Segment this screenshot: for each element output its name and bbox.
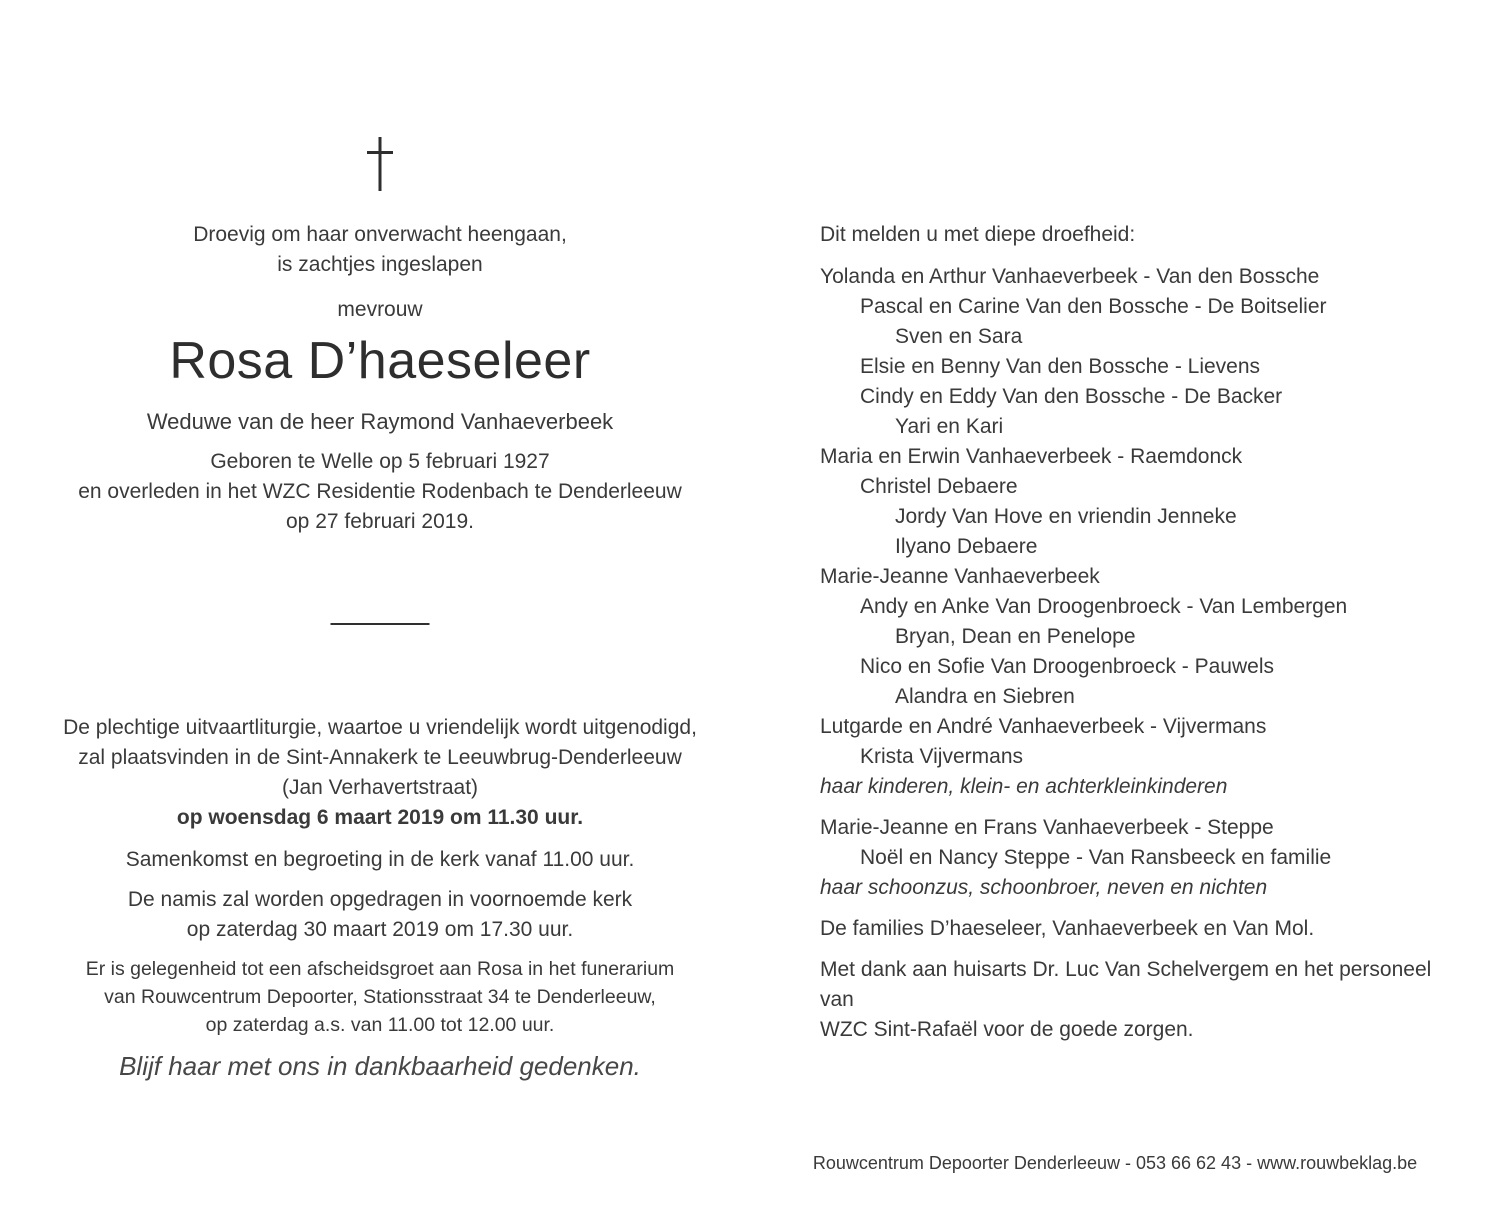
birth-death-text [60, 447, 700, 537]
memorial-line: op zaterdag 30 maart 2019 om 17.30 uur. [186, 918, 574, 941]
latin-cross-icon [367, 137, 393, 191]
family-member-line: Alandra en Siebren [895, 685, 1075, 708]
family-member-line: Elsie en Benny Van den Bossche - Lievens [860, 355, 1261, 378]
widow-line: Weduwe van de heer Raymond Vanhaeverbeek [146, 409, 614, 434]
family-member-line: Bryan, Dean en Penelope [895, 625, 1136, 648]
family-member-line: Marie-Jeanne Vanhaeverbeek [820, 565, 1100, 588]
left-column [60, 0, 700, 1214]
liturgy-line: De plechtige uitvaartliturgie, waartoe u vriendelijk wordt uitgenodigd, [63, 716, 697, 739]
family-member-line: Sven en Sara [895, 325, 1023, 348]
liturgy-line: (Jan Verhavertstraat) [281, 776, 479, 799]
gathering-line: Samenkomst en begroeting in de kerk vanaf 11.00 uur. [125, 848, 635, 871]
relation-caption-children: haar kinderen, klein- en achterkleinkinderen [820, 775, 1228, 798]
family-member-line: Yolanda en Arthur Vanhaeverbeek - Van den Bossche [820, 265, 1320, 288]
farewell-line: van Rouwcentrum Depoorter, Stationsstraat 34 te Denderleeuw, [104, 986, 656, 1008]
intro-text [60, 220, 700, 280]
deceased-name: Rosa D’haeseleer [169, 332, 591, 390]
family-member-line: Nico en Sofie Van Droogenbroeck - Pauwels [860, 655, 1275, 678]
memorial-text [60, 885, 700, 945]
closing-quote: Blijf haar met ons in dankbaarheid gedenken. [119, 1051, 641, 1081]
family-member-line: Cindy en Eddy Van den Bossche - De Backer [860, 385, 1283, 408]
footer-contact: Rouwcentrum Depoorter Denderleeuw - 053 66 62 43 - www.rouwbeklag.be [812, 1153, 1418, 1173]
family-member-line: Noël en Nancy Steppe - Van Ransbeeck en familie [860, 846, 1332, 869]
farewell-line: op zaterdag a.s. van 11.00 tot 12.00 uur. [205, 1014, 555, 1036]
memorial-line: De namis zal worden opgedragen in voornoemde kerk [127, 888, 633, 911]
relation-caption-inlaws: haar schoonzus, schoonbroer, neven en nichten [820, 876, 1268, 899]
family-member-line: Lutgarde en André Vanhaeverbeek - Vijvermans [820, 715, 1267, 738]
families-line: De families D’haeseleer, Vanhaeverbeek en Van Mol. [820, 917, 1315, 940]
thanks-line: WZC Sint-Rafaël voor de goede zorgen. [820, 1018, 1194, 1041]
thanks-text [820, 955, 1443, 1045]
family-member-line: Yari en Kari [895, 415, 1004, 438]
liturgy-line: zal plaatsvinden in de Sint-Annakerk te Leeuwbrug-Denderleeuw [78, 746, 682, 769]
family-member-line: Maria en Erwin Vanhaeverbeek - Raemdonck [820, 445, 1243, 468]
birth-death-line: en overleden in het WZC Residentie Rodenbach te Denderleeuw [78, 480, 682, 503]
intro-line: Droevig om haar onverwacht heengaan, [193, 223, 567, 246]
announcement-heading: Dit melden u met diepe droefheid: [820, 223, 1136, 246]
family-member-line: Christel Debaere [860, 475, 1018, 498]
family-member-line: Marie-Jeanne en Frans Vanhaeverbeek - Steppe [820, 816, 1274, 839]
birth-death-line: op 27 februari 2019. [286, 510, 474, 533]
intro-line: is zachtjes ingeslapen [277, 253, 483, 276]
family-member-line: Pascal en Carine Van den Bossche - De Boitselier [860, 295, 1327, 318]
salutation: mevrouw [337, 298, 423, 321]
family-member-line: Krista Vijvermans [860, 745, 1023, 768]
family-member-line: Ilyano Debaere [895, 535, 1038, 558]
farewell-line: Er is gelegenheid tot een afscheidsgroet aan Rosa in het funerarium [85, 958, 675, 980]
section-divider [331, 623, 430, 625]
birth-death-line: Geboren te Welle op 5 februari 1927 [210, 450, 550, 473]
family-member-line: Jordy Van Hove en vriendin Jenneke [895, 505, 1237, 528]
family-member-line: Andy en Anke Van Droogenbroeck - Van Lembergen [860, 595, 1348, 618]
liturgy-text [60, 713, 700, 833]
right-column [820, 0, 1443, 1214]
farewell-text [60, 955, 700, 1039]
family-list [820, 262, 1443, 772]
thanks-line: Met dank aan huisarts Dr. Luc Van Schelvergem en het personeel van [820, 958, 1432, 1011]
liturgy-date: op woensdag 6 maart 2019 om 11.30 uur. [176, 806, 584, 829]
family-list-inlaws [820, 813, 1443, 873]
